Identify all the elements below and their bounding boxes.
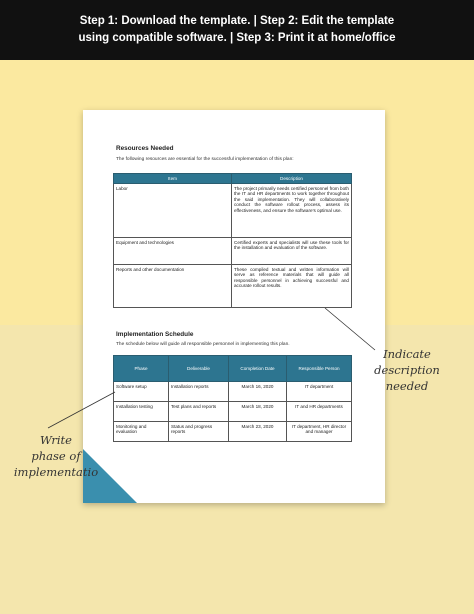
deliverable-cell: Installation reports [169, 382, 229, 402]
person-cell: IT and HR departments [287, 402, 352, 422]
item-cell: Equipment and technologies [114, 238, 232, 265]
annotation-line: phase of [31, 449, 81, 463]
annotation-indicate-description [362, 346, 452, 394]
column-header-item: Item [114, 174, 232, 184]
resources-intro: The following resources are essential for the successful implementation of this plan: [116, 157, 294, 162]
description-cell: The project primarily needs certified personnel from both the IT and HR departments to work together throughout the said implementation. They will collaboratively conduct the software rollout process, assess its effectiveness, and ensure the software's optimal use. [232, 184, 352, 238]
column-header-completion-date: Completion Date [229, 356, 287, 382]
phase-cell: Installation testing [114, 402, 169, 422]
resources-heading: Resources Needed [116, 145, 174, 152]
deliverable-cell: Status and progress reports [169, 422, 229, 442]
column-header-description: Description [232, 174, 352, 184]
annotation-line: implementatio [13, 465, 99, 479]
banner-line-2: using compatible software. | Step 3: Print it at home/office [78, 32, 396, 44]
annotation-line: needed [385, 379, 429, 393]
description-cell: These compiled textual and written information will serve as reference materials that will guide all responsible personnel in achieving successful and accurate rollout results. [232, 265, 352, 308]
description-cell: Certified experts and specialists will use these tools for the installation and evaluation of the software. [232, 238, 352, 265]
annotation-line: Indicate [383, 347, 431, 361]
column-header-responsible-person: Responsible Person [287, 356, 352, 382]
deliverable-cell: Test plans and reports [169, 402, 229, 422]
schedule-heading: Implementation Schedule [116, 331, 194, 338]
person-cell: IT department, HR director and manager [287, 422, 352, 442]
date-cell: March 16, 2020 [229, 382, 287, 402]
phase-pointer-line [48, 392, 115, 428]
phase-cell: Monitoring and evaluation [114, 422, 169, 442]
column-header-deliverable: Deliverable [169, 356, 229, 382]
person-cell: IT department [287, 382, 352, 402]
column-header-phase: Phase [114, 356, 169, 382]
banner-line-1: Step 1: Download the template. | Step 2: Edit the template [79, 15, 395, 27]
date-cell: March 23, 2020 [229, 422, 287, 442]
annotation-line: Write [40, 433, 72, 447]
date-cell: March 18, 2020 [229, 402, 287, 422]
schedule-intro: The schedule below will guide all responsible personnel in implementing this plan. [116, 342, 290, 347]
annotation-write-phase [10, 432, 102, 480]
item-cell: Reports and other documentation [114, 265, 232, 308]
item-cell: Labor [114, 184, 232, 238]
description-pointer-line [325, 308, 375, 350]
annotation-line: description [374, 363, 440, 377]
phase-cell: Software setup [114, 382, 169, 402]
